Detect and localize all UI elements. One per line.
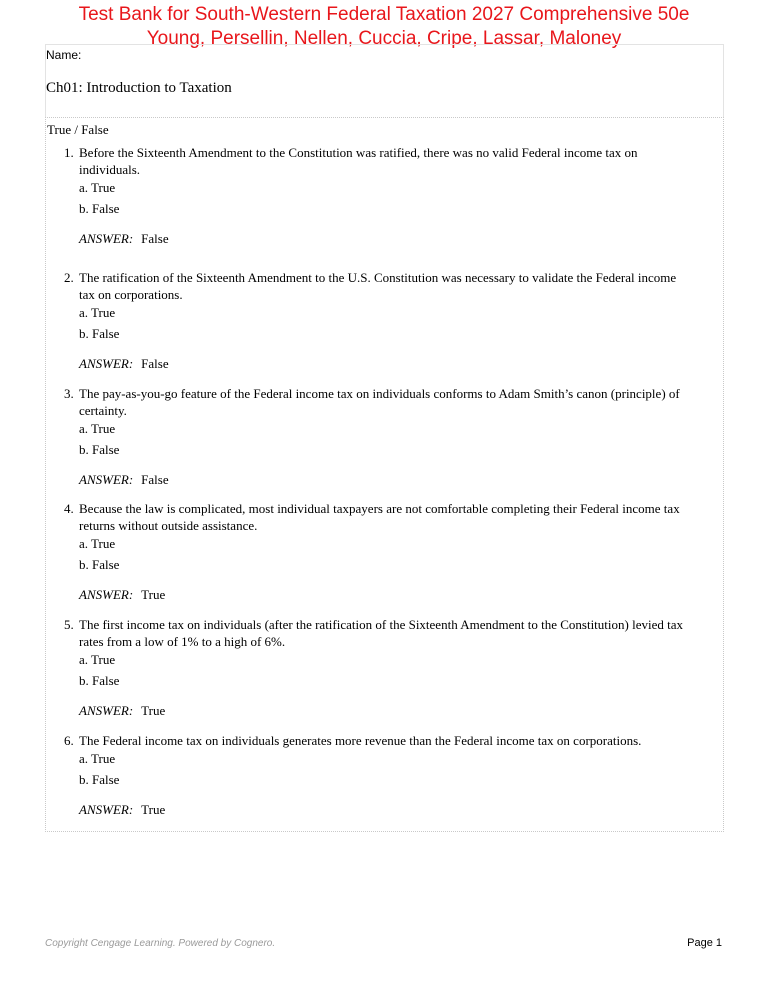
question-line-1: Because the law is complicated, most individual taxpayers are not comfortable completing their Federal income tax: [79, 501, 680, 516]
banner-title: Test Bank for South-Western Federal Taxation 2027 Comprehensive 50e: [78, 4, 690, 25]
answer-value: True: [141, 802, 166, 817]
option-b: b. False: [79, 442, 120, 457]
copyright-notice: Copyright Cengage Learning. Powered by Cognero.: [45, 938, 276, 949]
answer-value: False: [141, 356, 169, 371]
answer-label: ANSWER:: [79, 472, 134, 487]
answer: [79, 702, 165, 719]
answer-value: False: [141, 472, 169, 487]
question-line-2: certainty.: [79, 403, 127, 418]
answer-label: ANSWER:: [79, 231, 134, 246]
question-line-1: The ratification of the Sixteenth Amendment to the U.S. Constitution was necessary to validate the Federal income: [79, 270, 677, 285]
answer: [79, 801, 165, 818]
answer: [79, 355, 169, 372]
question-text: [79, 616, 715, 650]
question-number: 6.: [64, 733, 74, 748]
option-a: a. True: [79, 421, 116, 436]
question-number: 3.: [64, 386, 74, 401]
question-text: [79, 269, 715, 303]
answer: [79, 471, 169, 488]
question-line-2: rates from a low of 1% to a high of 6%.: [79, 634, 286, 649]
question-number: 1.: [64, 145, 74, 160]
page-number: Page 1: [687, 937, 722, 949]
question-number: 4.: [64, 501, 74, 516]
answer-value: False: [141, 231, 169, 246]
chapter-title: Ch01: Introduction to Taxation: [46, 80, 232, 96]
option-a: a. True: [79, 751, 116, 766]
question-line-1: The first income tax on individuals (after the ratification of the Sixteenth Amendment to the Constitution) levied tax: [79, 617, 683, 632]
question-line-2: returns without outside assistance.: [79, 518, 258, 533]
option-a: a. True: [79, 180, 116, 195]
question-line-2: individuals.: [79, 162, 141, 177]
banner-authors: Young, Persellin, Nellen, Cuccia, Cripe, Lassar, Maloney: [146, 28, 622, 49]
option-b: b. False: [79, 201, 120, 216]
question-text: [79, 500, 715, 534]
answer: [79, 230, 169, 247]
questions-box: [45, 117, 724, 832]
answer-value: True: [141, 587, 166, 602]
question-text: [79, 144, 715, 178]
option-b: b. False: [79, 326, 120, 341]
option-a: a. True: [79, 652, 116, 667]
question-number: 2.: [64, 270, 74, 285]
question-line-1: The pay-as-you-go feature of the Federal income tax on individuals conforms to Adam Smith’s canon (principle) of: [79, 386, 680, 401]
answer-label: ANSWER:: [79, 703, 134, 718]
question-line-2: tax on corporations.: [79, 287, 183, 302]
answer-value: True: [141, 703, 166, 718]
option-a: a. True: [79, 305, 116, 320]
option-b: b. False: [79, 772, 120, 787]
question-number: 5.: [64, 617, 74, 632]
answer-label: ANSWER:: [79, 802, 134, 817]
section-title: True / False: [47, 122, 109, 137]
question-text: [79, 385, 715, 419]
answer-label: ANSWER:: [79, 587, 134, 602]
answer-label: ANSWER:: [79, 356, 134, 371]
header-box: [45, 44, 724, 118]
option-b: b. False: [79, 557, 120, 572]
answer: [79, 586, 165, 603]
question-line-1: Before the Sixteenth Amendment to the Constitution was ratified, there was no valid Federal income tax on: [79, 145, 638, 160]
option-b: b. False: [79, 673, 120, 688]
name-label: Name:: [46, 48, 82, 62]
question-text: [79, 732, 715, 749]
question-line-1: The Federal income tax on individuals generates more revenue than the Federal income tax on corporations.: [79, 733, 642, 748]
option-a: a. True: [79, 536, 116, 551]
